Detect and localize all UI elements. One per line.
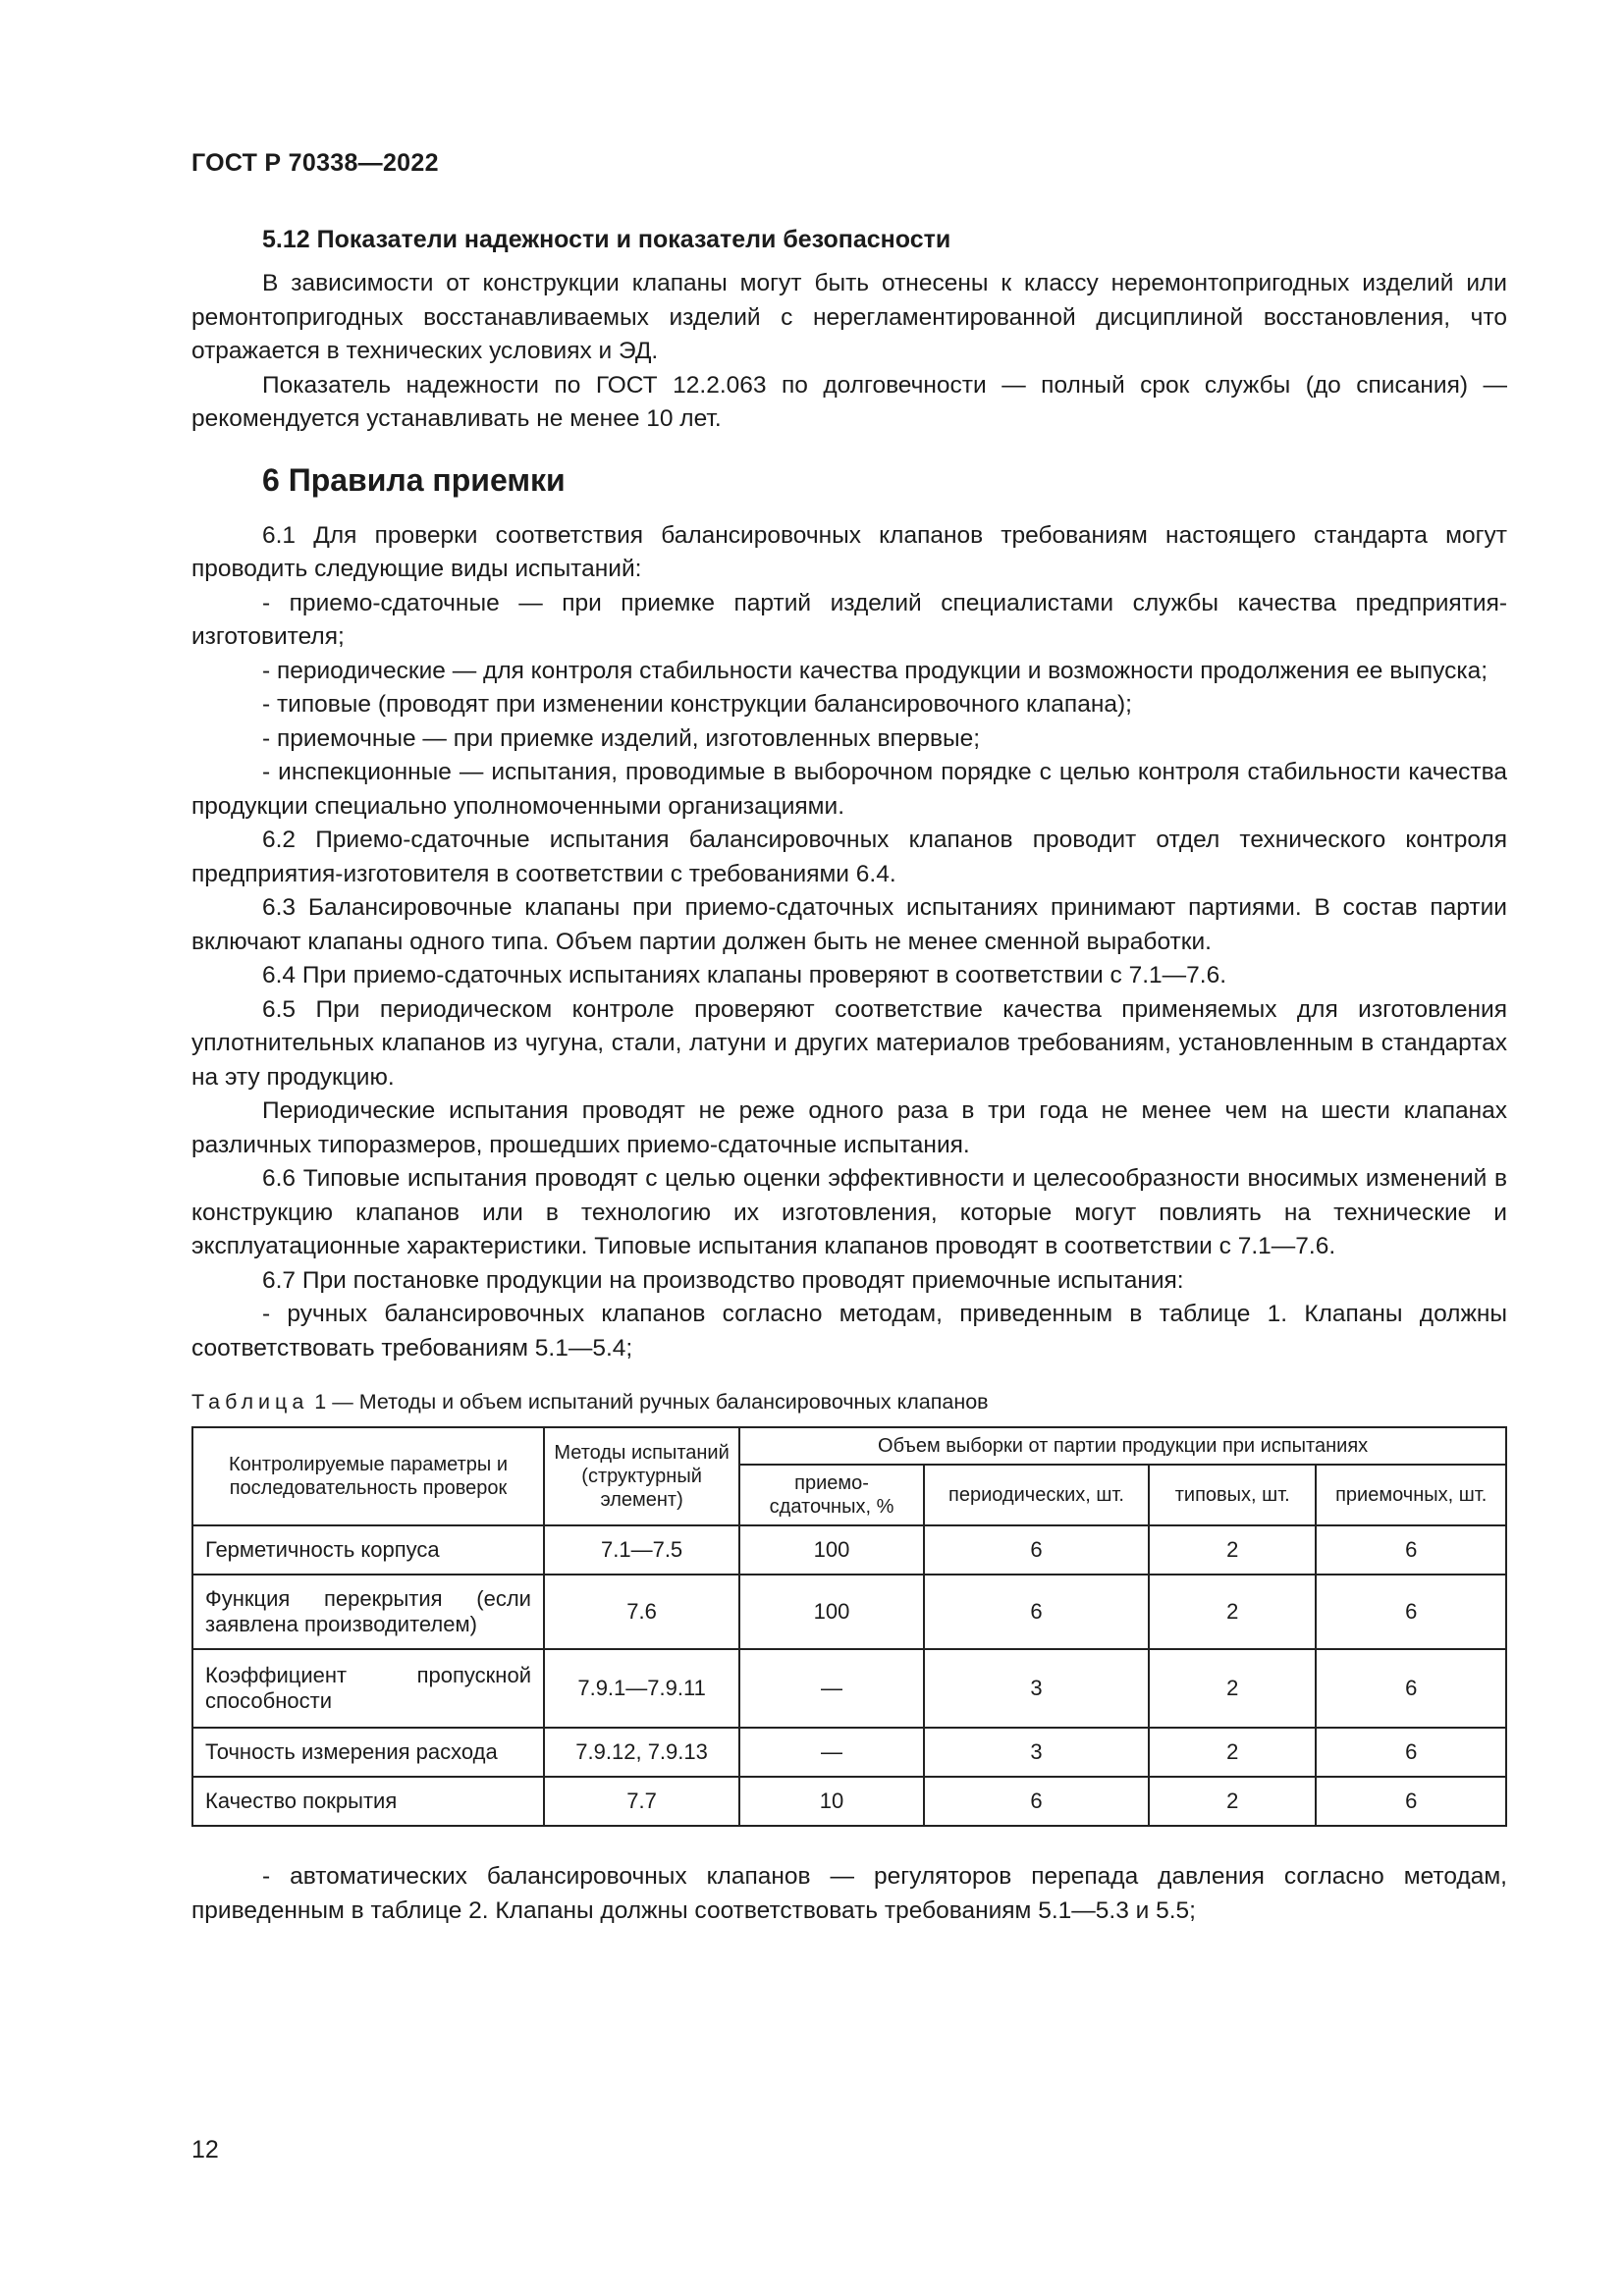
- cell-periodic: 6: [924, 1525, 1149, 1575]
- cell-typical: 2: [1149, 1575, 1316, 1649]
- cell-method: 7.9.12, 7.9.13: [544, 1728, 739, 1777]
- header-acceptance: приемо-сдаточных, %: [739, 1465, 924, 1525]
- cell-param: Коэффициент пропускной способности: [192, 1649, 544, 1728]
- list-item: - приемо-сдаточные — при приемке партий изделий специалистами службы качества предприятия-изготовителя;: [191, 589, 1507, 650]
- table-caption: [191, 1387, 1507, 1416]
- list-item: - инспекционные — испытания, проводимые в выборочном порядке с целью контроля стабильности качества продукции специально уполномоченными организациями.: [191, 759, 1507, 820]
- table-row: [192, 1575, 1506, 1649]
- cell-acceptance: —: [739, 1649, 924, 1728]
- cell-qualification: 6: [1316, 1575, 1506, 1649]
- cell-method: 7.6: [544, 1575, 739, 1649]
- header-sample-group: Объем выборки от партии продукции при испытаниях: [739, 1427, 1506, 1465]
- subsection-title-5-12: 5.12 Показатели надежности и показатели безопасности: [262, 226, 951, 253]
- cell-qualification: 6: [1316, 1777, 1506, 1826]
- table-row: [192, 1525, 1506, 1575]
- page-number: 12: [191, 2136, 219, 2163]
- document-code-header: ГОСТ Р 70338—2022: [191, 149, 439, 177]
- paragraph: 6.6 Типовые испытания проводят с целью оценки эффективности и целесообразности вносимых изменений в конструкцию клапанов или в технологию их изготовления, которые могут повлиять на технические и эксплуатационные характеристики. Типовые испытания клапанов проводят в соответствии с 7.1—7.6.: [191, 1165, 1507, 1259]
- table-header-row: [192, 1427, 1506, 1465]
- cell-method: 7.1—7.5: [544, 1525, 739, 1575]
- cell-typical: 2: [1149, 1525, 1316, 1575]
- cell-acceptance: 10: [739, 1777, 924, 1826]
- list-item: - ручных балансировочных клапанов согласно методам, приведенным в таблице 1. Клапаны должны соответствовать требованиям 5.1—5.4;: [191, 1301, 1507, 1362]
- paragraph: Периодические испытания проводят не реже одного раза в три года не менее чем на шести клапанах различных типоразмеров, прошедших приемо-сдаточные испытания.: [191, 1097, 1507, 1158]
- list-item: - приемочные — при приемке изделий, изготовленных впервые;: [262, 724, 981, 752]
- section-title-6: 6 Правила приемки: [262, 461, 566, 498]
- cell-periodic: 6: [924, 1575, 1149, 1649]
- table-caption-text: 1 — Методы и объем испытаний ручных балансировочных клапанов: [308, 1390, 989, 1414]
- cell-periodic: 6: [924, 1777, 1149, 1826]
- test-methods-table: [191, 1426, 1507, 1827]
- cell-typical: 2: [1149, 1728, 1316, 1777]
- page-content: [191, 222, 1507, 1928]
- cell-acceptance: 100: [739, 1575, 924, 1649]
- cell-param: Функция перекрытия (если заявлена производителем): [192, 1575, 544, 1649]
- cell-acceptance: 100: [739, 1525, 924, 1575]
- header-typical: типовых, шт.: [1149, 1465, 1316, 1525]
- list-item: - автоматических балансировочных клапанов — регуляторов перепада давления согласно методам, приведенным в таблице 2. Клапаны должны соответствовать требованиям 5.1—5.3 и 5.5;: [191, 1863, 1507, 1924]
- cell-qualification: 6: [1316, 1525, 1506, 1575]
- paragraph: 6.3 Балансировочные клапаны при приемо-сдаточных испытаниях принимают партиями. В состав партии включают клапаны одного типа. Объем партии должен быть не менее сменной выработки.: [191, 894, 1507, 955]
- table-row: [192, 1728, 1506, 1777]
- list-item: - периодические — для контроля стабильности качества продукции и возможности продолжения ее выпуска;: [262, 657, 1489, 684]
- cell-qualification: 6: [1316, 1728, 1506, 1777]
- header-method: Методы испытаний (структурный элемент): [544, 1427, 739, 1525]
- cell-param: Герметичность корпуса: [192, 1525, 544, 1575]
- paragraph: Показатель надежности по ГОСТ 12.2.063 по долговечности — полный срок службы (до списания) — рекомендуется устанавливать не менее 10 лет.: [191, 371, 1507, 432]
- paragraph: 6.5 При периодическом контроле проверяют соответствие качества применяемых для изготовления уплотнительных клапанов из чугуна, стали, латуни и других материалов требованиям, установленным в стандартах на эту продукцию.: [191, 995, 1507, 1091]
- header-qualification: приемочных, шт.: [1316, 1465, 1506, 1525]
- paragraph: 6.7 При постановке продукции на производство проводят приемочные испытания:: [262, 1266, 1184, 1294]
- cell-typical: 2: [1149, 1777, 1316, 1826]
- table-row: [192, 1777, 1506, 1826]
- cell-qualification: 6: [1316, 1649, 1506, 1728]
- cell-param: Точность измерения расхода: [192, 1728, 544, 1777]
- header-periodic: периодических, шт.: [924, 1465, 1149, 1525]
- cell-method: 7.7: [544, 1777, 739, 1826]
- paragraph: В зависимости от конструкции клапаны могут быть отнесены к классу неремонтопригодных изделий или ремонтопригодных восстанавливаемых изделий с нерегламентированной дисциплиной восстановления, что отражается в технических условиях и ЭД.: [191, 270, 1507, 364]
- cell-typical: 2: [1149, 1649, 1316, 1728]
- list-item: - типовые (проводят при изменении конструкции балансировочного клапана);: [262, 691, 1132, 718]
- paragraph: 6.1 Для проверки соответствия балансировочных клапанов требованиям настоящего стандарта могут проводить следующие виды испытаний:: [191, 521, 1507, 582]
- table-caption-label: Таблица: [191, 1390, 309, 1414]
- cell-param: Качество покрытия: [192, 1777, 544, 1826]
- header-param: Контролируемые параметры и последовательность проверок: [192, 1427, 544, 1525]
- table-row: [192, 1649, 1506, 1728]
- cell-method: 7.9.1—7.9.11: [544, 1649, 739, 1728]
- paragraph: 6.4 При приемо-сдаточных испытаниях клапаны проверяют в соответствии с 7.1—7.6.: [262, 962, 1227, 988]
- cell-acceptance: —: [739, 1728, 924, 1777]
- cell-periodic: 3: [924, 1649, 1149, 1728]
- paragraph: 6.2 Приемо-сдаточные испытания балансировочных клапанов проводит отдел технического контроля предприятия-изготовителя в соответствии с требованиями 6.4.: [191, 827, 1507, 887]
- cell-periodic: 3: [924, 1728, 1149, 1777]
